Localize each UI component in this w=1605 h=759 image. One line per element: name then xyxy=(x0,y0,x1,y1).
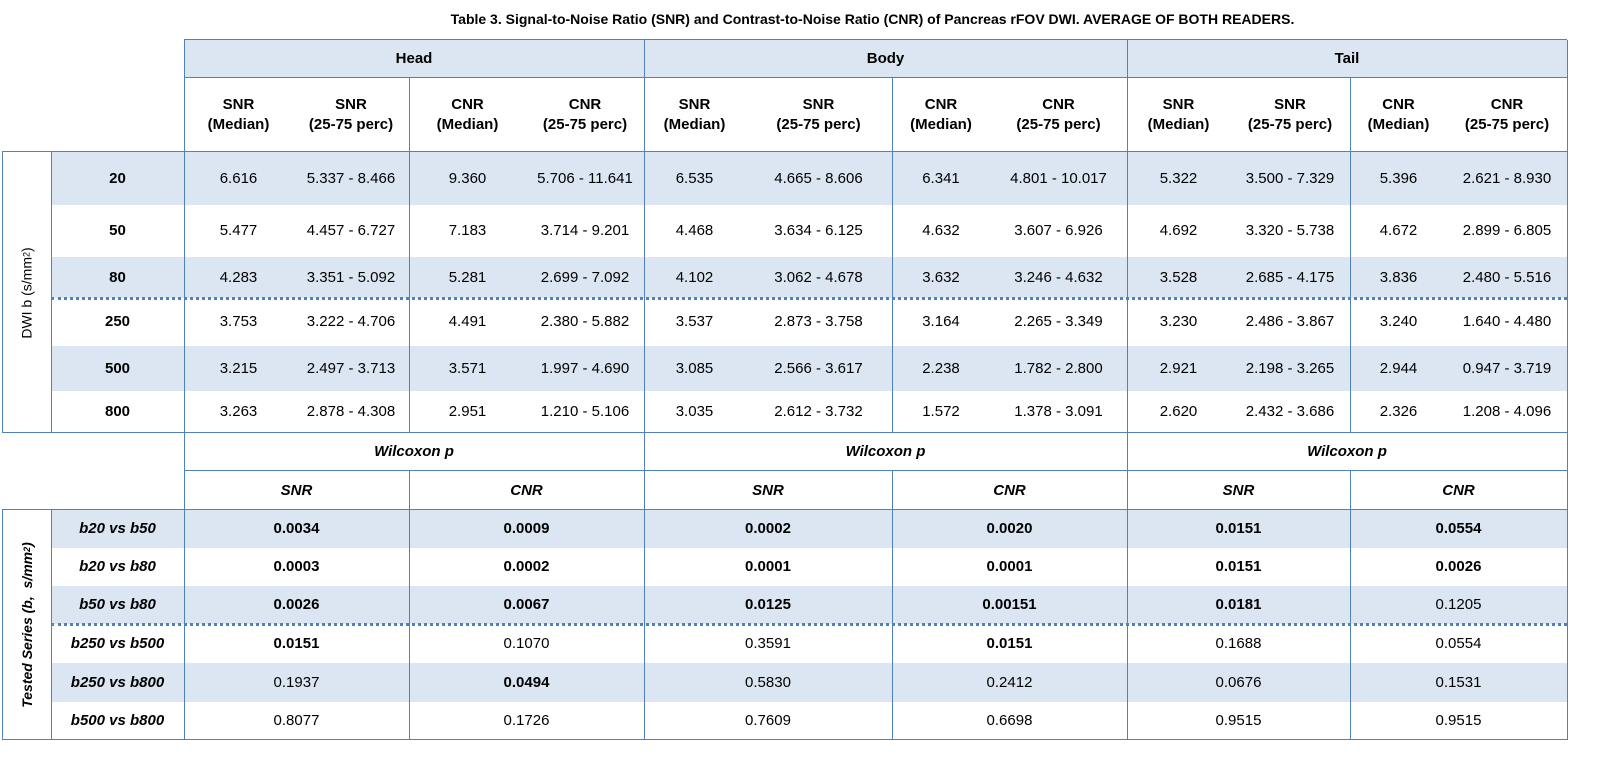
axis-label-text: ) xyxy=(18,542,35,547)
table-rule xyxy=(409,78,410,433)
table-cell: 3.164 xyxy=(922,313,960,330)
p-value-cell: 0.00151 xyxy=(982,596,1037,613)
table-cell: 1.640 - 4.480 xyxy=(1462,313,1552,330)
table-cell: 3.634 - 6.125 xyxy=(774,222,863,239)
column-header-line: SNR xyxy=(335,96,367,113)
column-header-line: SNR xyxy=(1274,96,1306,113)
table-rule xyxy=(1350,471,1351,740)
table-cell: 2.699 - 7.092 xyxy=(540,268,630,286)
column-header xyxy=(990,78,1127,152)
table-cell: 3.836 xyxy=(1379,268,1418,286)
p-value-cell: 0.0002 xyxy=(503,558,550,575)
table-rule xyxy=(2,509,1567,510)
table-cell: 4.283 xyxy=(219,268,258,286)
column-header xyxy=(644,78,745,152)
b-value-label: 20 xyxy=(109,169,126,187)
column-header xyxy=(184,78,293,152)
table-cell: 4.102 xyxy=(675,268,714,286)
table-cell: 4.491 xyxy=(448,313,487,330)
column-header-line: CNR xyxy=(1042,96,1075,113)
p-value-cell: 0.0001 xyxy=(986,558,1033,575)
table-cell: 2.486 - 3.867 xyxy=(1245,313,1335,330)
wilcoxon-subheader: SNR xyxy=(280,481,313,499)
column-header-line: CNR xyxy=(568,96,602,113)
table-cell: 3.222 - 4.706 xyxy=(306,313,396,330)
p-value-cell: 0.0554 xyxy=(1435,634,1482,652)
table-cell: 2.566 - 3.617 xyxy=(774,359,863,377)
table-cell: 2.380 - 5.882 xyxy=(540,313,630,330)
table-rule xyxy=(2,739,1567,740)
table-cell: 6.535 xyxy=(675,169,714,187)
table-cell: 5.477 xyxy=(219,222,258,239)
p-value-cell: 0.9515 xyxy=(1435,712,1482,729)
column-header xyxy=(293,78,409,152)
p-value-cell: 0.3591 xyxy=(745,634,791,652)
table-cell: 4.468 xyxy=(675,222,714,239)
table-cell: 2.326 xyxy=(1379,403,1418,420)
p-value-cell: 0.0494 xyxy=(503,673,550,691)
comparison-label: b250 vs b800 xyxy=(70,673,165,691)
p-value-cell: 0.2412 xyxy=(986,673,1033,691)
p-value-cell: 0.0151 xyxy=(1215,520,1262,537)
column-header-line: (25-75 perc) xyxy=(1464,116,1550,133)
table-cell: 3.062 - 4.678 xyxy=(774,268,863,286)
table-cell: 4.665 - 8.606 xyxy=(774,169,863,187)
table-cell: 2.238 xyxy=(922,359,960,377)
column-header xyxy=(892,78,990,152)
table-cell: 1.208 - 4.096 xyxy=(1462,403,1552,420)
table-rule xyxy=(184,39,1567,40)
wilcoxon-subheader: CNR xyxy=(510,481,543,499)
table-cell: 4.672 xyxy=(1379,222,1418,239)
p-value-cell: 0.0151 xyxy=(273,634,320,652)
p-value-cell: 0.1726 xyxy=(503,712,550,729)
table-rule xyxy=(2,151,1567,152)
table-cell: 3.246 - 4.632 xyxy=(1014,268,1103,286)
p-value-cell: 0.0676 xyxy=(1215,673,1262,691)
p-value-cell: 0.1070 xyxy=(503,634,550,652)
column-header-line: (Median) xyxy=(1147,116,1210,133)
table-cell: 2.620 xyxy=(1159,403,1198,420)
table-rule xyxy=(51,623,1567,626)
table-cell: 5.706 - 11.641 xyxy=(537,169,633,187)
table-cell: 2.921 xyxy=(1159,359,1198,377)
p-value-cell: 0.7609 xyxy=(745,712,791,729)
column-header-line: (25-75 perc) xyxy=(542,116,628,133)
table-cell: 2.497 - 3.713 xyxy=(306,359,396,377)
wilcoxon-header: Wilcoxon p xyxy=(845,443,926,460)
p-value-cell: 0.6698 xyxy=(986,712,1033,729)
column-header-line: CNR xyxy=(1382,96,1415,113)
column-header-line: (Median) xyxy=(663,116,726,133)
column-header xyxy=(1447,78,1567,152)
wilcoxon-header: Wilcoxon p xyxy=(1307,443,1387,460)
table-cell: 3.753 xyxy=(219,313,258,330)
wilcoxon-header: Wilcoxon p xyxy=(374,443,454,460)
table-rule xyxy=(644,40,645,740)
wilcoxon-subheader: CNR xyxy=(993,481,1026,499)
table-rule xyxy=(1127,40,1128,740)
p-value-cell: 0.0554 xyxy=(1435,520,1482,537)
wilcoxon-subheader: SNR xyxy=(1222,481,1255,499)
table-cell: 2.878 - 4.308 xyxy=(306,403,396,420)
table-rule xyxy=(51,152,52,433)
table-cell: 2.951 xyxy=(448,403,487,420)
table-cell: 2.621 - 8.930 xyxy=(1462,169,1552,187)
table-cell: 3.528 xyxy=(1159,268,1198,286)
column-header-line: SNR xyxy=(1162,96,1195,113)
p-value-cell: 0.9515 xyxy=(1215,712,1262,729)
region-header-tail: Tail xyxy=(1334,50,1360,67)
table-cell: 3.215 xyxy=(219,359,258,377)
table-rule xyxy=(184,470,1567,471)
table-cell: 5.337 - 8.466 xyxy=(306,169,396,187)
table-cell: 2.480 - 5.516 xyxy=(1462,268,1552,286)
region-header-body: Body xyxy=(866,50,905,67)
b-value-label: 800 xyxy=(104,403,131,420)
table-cell: 1.997 - 4.690 xyxy=(540,359,630,377)
column-header-line: CNR xyxy=(451,96,484,113)
table-cell: 3.351 - 5.092 xyxy=(306,268,396,286)
table-cell: 2.612 - 3.732 xyxy=(774,403,863,420)
table-rule xyxy=(51,510,52,740)
p-value-cell: 0.0003 xyxy=(273,558,320,575)
table-cell: 3.035 xyxy=(675,403,714,420)
table-rule xyxy=(2,510,3,740)
table-cell: 3.607 - 6.926 xyxy=(1014,222,1103,239)
table-rule xyxy=(2,432,1567,433)
table-rule xyxy=(51,297,1567,300)
table-rule xyxy=(184,77,1567,78)
table-cell: 1.782 - 2.800 xyxy=(1014,359,1103,377)
axis-label-text: DWI b (s/mm xyxy=(18,256,35,339)
column-header-line: SNR xyxy=(678,96,711,113)
p-value-cell: 0.1688 xyxy=(1215,634,1262,652)
column-header xyxy=(1127,78,1230,152)
table-cell: 1.378 - 3.091 xyxy=(1014,403,1103,420)
p-value-cell: 0.0034 xyxy=(273,520,320,537)
dwi-axis-label: DWI b (s/mm 2 ) xyxy=(18,246,35,339)
p-value-cell: 0.5830 xyxy=(745,673,791,691)
comparison-label: b50 vs b80 xyxy=(79,596,156,613)
column-header-line: (Median) xyxy=(910,116,972,133)
p-value-cell: 0.0001 xyxy=(745,558,791,575)
b-value-label: 250 xyxy=(104,313,131,330)
table-cell: 2.685 - 4.175 xyxy=(1245,268,1335,286)
p-value-cell: 0.8077 xyxy=(273,712,320,729)
table-rule xyxy=(892,78,893,433)
table-cell: 4.632 xyxy=(922,222,960,239)
table-cell: 9.360 xyxy=(448,169,487,187)
column-header xyxy=(409,78,526,152)
column-header-line: SNR xyxy=(222,96,255,113)
table-cell: 3.263 xyxy=(219,403,258,420)
table-rule xyxy=(184,40,185,740)
column-header-line: (25-75 perc) xyxy=(308,116,394,133)
table-cell: 4.801 - 10.017 xyxy=(1010,169,1107,187)
comparison-label: b500 vs b800 xyxy=(70,712,165,729)
table-cell: 6.341 xyxy=(922,169,960,187)
comparison-label: b20 vs b80 xyxy=(79,558,156,575)
p-value-cell: 0.1937 xyxy=(273,673,320,691)
table-cell: 5.322 xyxy=(1159,169,1198,187)
table-cell: 2.432 - 3.686 xyxy=(1245,403,1335,420)
table-cell: 7.183 xyxy=(448,222,487,239)
table-cell: 3.537 xyxy=(675,313,714,330)
table-cell: 3.230 xyxy=(1159,313,1198,330)
b-value-label: 50 xyxy=(109,222,126,239)
column-header-line: (Median) xyxy=(436,116,499,133)
p-value-cell: 0.1531 xyxy=(1435,673,1482,691)
p-value-cell: 0.0151 xyxy=(986,634,1033,652)
region-header-head: Head xyxy=(395,50,433,67)
p-value-cell: 0.0026 xyxy=(273,596,320,613)
table-cell: 3.320 - 5.738 xyxy=(1245,222,1335,239)
axis-label-text: ) xyxy=(18,246,35,252)
column-header xyxy=(526,78,644,152)
wilcoxon-subheader: SNR xyxy=(752,481,784,499)
column-header-line: (25-75 perc) xyxy=(1016,116,1101,133)
comparison-label: b20 vs b50 xyxy=(79,520,156,537)
p-value-cell: 0.0125 xyxy=(745,596,791,613)
table-cell: 2.265 - 3.349 xyxy=(1014,313,1103,330)
table-rule xyxy=(1350,78,1351,433)
table-cell: 4.457 - 6.727 xyxy=(306,222,396,239)
table-cell: 1.572 xyxy=(922,403,960,420)
table-cell: 5.281 xyxy=(448,268,487,286)
column-header xyxy=(745,78,892,152)
b-value-label: 500 xyxy=(104,359,131,377)
comparison-label: b250 vs b500 xyxy=(70,634,165,652)
p-value-cell: 0.0002 xyxy=(745,520,791,537)
axis-label-text: Tested Series (b, s/mm xyxy=(18,551,35,708)
column-header-line: CNR xyxy=(1490,96,1524,113)
table-cell: 2.899 - 6.805 xyxy=(1462,222,1552,239)
column-header xyxy=(1230,78,1350,152)
series-axis-label: Tested Series (b, s/mm 2 ) xyxy=(18,542,35,708)
table-cell: 3.500 - 7.329 xyxy=(1245,169,1335,187)
table-cell: 3.714 - 9.201 xyxy=(540,222,630,239)
wilcoxon-subheader: CNR xyxy=(1442,481,1475,499)
table-cell: 3.571 xyxy=(448,359,487,377)
table-cell: 3.085 xyxy=(675,359,714,377)
column-header-line: (25-75 perc) xyxy=(1247,116,1333,133)
table-cell: 1.210 - 5.106 xyxy=(540,403,630,420)
table-rule xyxy=(409,471,410,740)
p-value-cell: 0.0009 xyxy=(503,520,550,537)
column-header-line: (Median) xyxy=(207,116,270,133)
table-cell: 2.873 - 3.758 xyxy=(774,313,863,330)
table-cell: 6.616 xyxy=(219,169,258,187)
column-header-line: (25-75 perc) xyxy=(776,116,861,133)
p-value-cell: 0.1205 xyxy=(1435,596,1482,613)
p-value-cell: 0.0026 xyxy=(1435,558,1482,575)
b-value-label: 80 xyxy=(109,268,126,286)
table-rule xyxy=(2,152,3,433)
column-header xyxy=(1350,78,1447,152)
table-cell: 0.947 - 3.719 xyxy=(1462,359,1552,377)
column-header-line: (Median) xyxy=(1367,116,1430,133)
table-rule xyxy=(1567,40,1568,740)
table-cell: 5.396 xyxy=(1379,169,1418,187)
column-header-line: SNR xyxy=(802,96,835,113)
table-cell: 2.944 xyxy=(1379,359,1418,377)
p-value-cell: 0.0151 xyxy=(1215,558,1262,575)
table-title: Table 3. Signal-to-Noise Ratio (SNR) and Contrast-to-Noise Ratio (CNR) of Pancreas rFOV DWI. AVERAGE OF BOTH READERS. xyxy=(450,11,1295,27)
p-value-cell: 0.0067 xyxy=(503,596,550,613)
table-cell: 3.240 xyxy=(1379,313,1418,330)
column-header-line: CNR xyxy=(924,96,958,113)
table-cell: 4.692 xyxy=(1159,222,1198,239)
table-rule xyxy=(892,471,893,740)
table-cell: 2.198 - 3.265 xyxy=(1245,359,1335,377)
p-value-cell: 0.0181 xyxy=(1215,596,1262,613)
p-value-cell: 0.0020 xyxy=(986,520,1033,537)
table-cell: 3.632 xyxy=(922,268,960,286)
